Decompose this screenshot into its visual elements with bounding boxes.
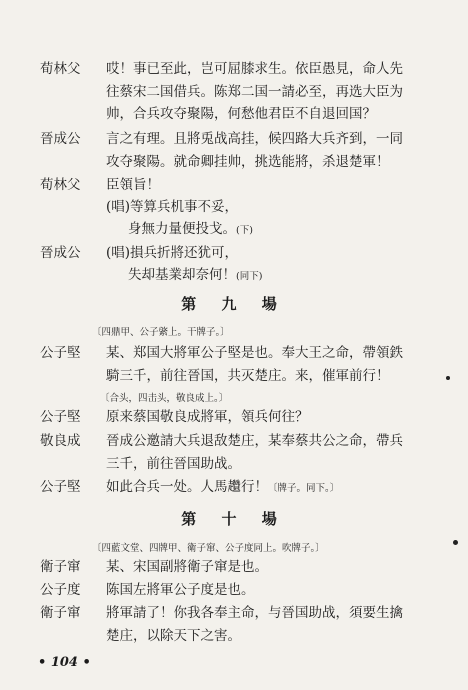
speaker-name: 晉成公	[40, 131, 81, 147]
stage-direction: 〔四藍文堂、四牌甲、衛子窜、公子度同上。吹牌子。〕	[92, 543, 325, 554]
speaker-name: 公子堅	[40, 479, 81, 495]
scene-title: 第 十 場	[181, 510, 287, 528]
stage-note: (下)	[236, 225, 253, 236]
speaker-name: 衛子窜	[40, 605, 81, 621]
speech-text: 將軍請了！你我各奉主命，与晉国助战，須要生擒 楚庄，以除天下之害。	[106, 605, 403, 644]
speech-text: (唱)等算兵机事不妥，	[106, 199, 239, 215]
speech-text: 失却基業却奈何！(同下)	[128, 267, 263, 283]
speech-text: 哎！事已至此，岂可屈膝求生。依臣愚見，命人先 往蔡宋二国借兵。陈郑二国一請必至，再选大臣为 帅，合兵攻夺聚陽，何愁他君臣不自退回国？	[106, 61, 403, 122]
speech-text: 某、郑国大將軍公子堅是也。奉大王之命，帶領鉄 騎三千，前往晉国，共灭楚庄。来，催軍前行！	[106, 345, 403, 384]
scan-speck	[453, 540, 458, 545]
speaker-name: 衛子窜	[40, 559, 81, 575]
stage-note: 〔牌子。同下。〕	[268, 483, 340, 494]
speaker-name: 荀林父	[40, 61, 81, 77]
speech-text: 如此合兵一处。人馬趲行！〔牌子。同下。〕	[106, 479, 340, 495]
stage-direction: 〔四鼎甲、公子綮上。干牌子。〕	[92, 327, 230, 338]
speaker-name: 荀林父	[40, 177, 81, 193]
speech-text: 某、宋国副將衛子窜是也。	[106, 559, 268, 575]
scene-title: 第 九 場	[181, 295, 287, 313]
stage-direction: 〔合头，四击头，敬良成上。〕	[100, 393, 229, 404]
speech-text: 原来蔡国敬良成將軍，領兵何往？	[106, 409, 309, 425]
speaker-name: 晉成公	[40, 245, 81, 261]
speech-text: 身無力量便投戈。(下)	[128, 221, 253, 237]
speech-text: 言之有理。且將兎战高挂，候四路大兵齐到，一同 攻夺聚陽。就命卿挂帅，挑选能將，杀退楚軍！	[106, 131, 403, 170]
scan-speck	[446, 376, 450, 380]
speaker-name: 公子堅	[40, 409, 81, 425]
page-number: • 104 •	[38, 655, 91, 670]
speaker-name: 公子堅	[40, 345, 81, 361]
speech-text: 陈国左將軍公子度是也。	[106, 582, 255, 598]
speech-text: 晉成公邀請大兵退敌楚庄，某奉蔡共公之命，帶兵 三千，前往晉国助战。	[106, 433, 403, 472]
stage-note: (同下)	[236, 271, 263, 282]
speech-text: (唱)損兵折將还犹可，	[106, 245, 239, 261]
speech-text: 臣領旨！	[106, 177, 160, 193]
speaker-name: 公子度	[40, 582, 81, 598]
speaker-name: 敬良成	[40, 433, 81, 449]
